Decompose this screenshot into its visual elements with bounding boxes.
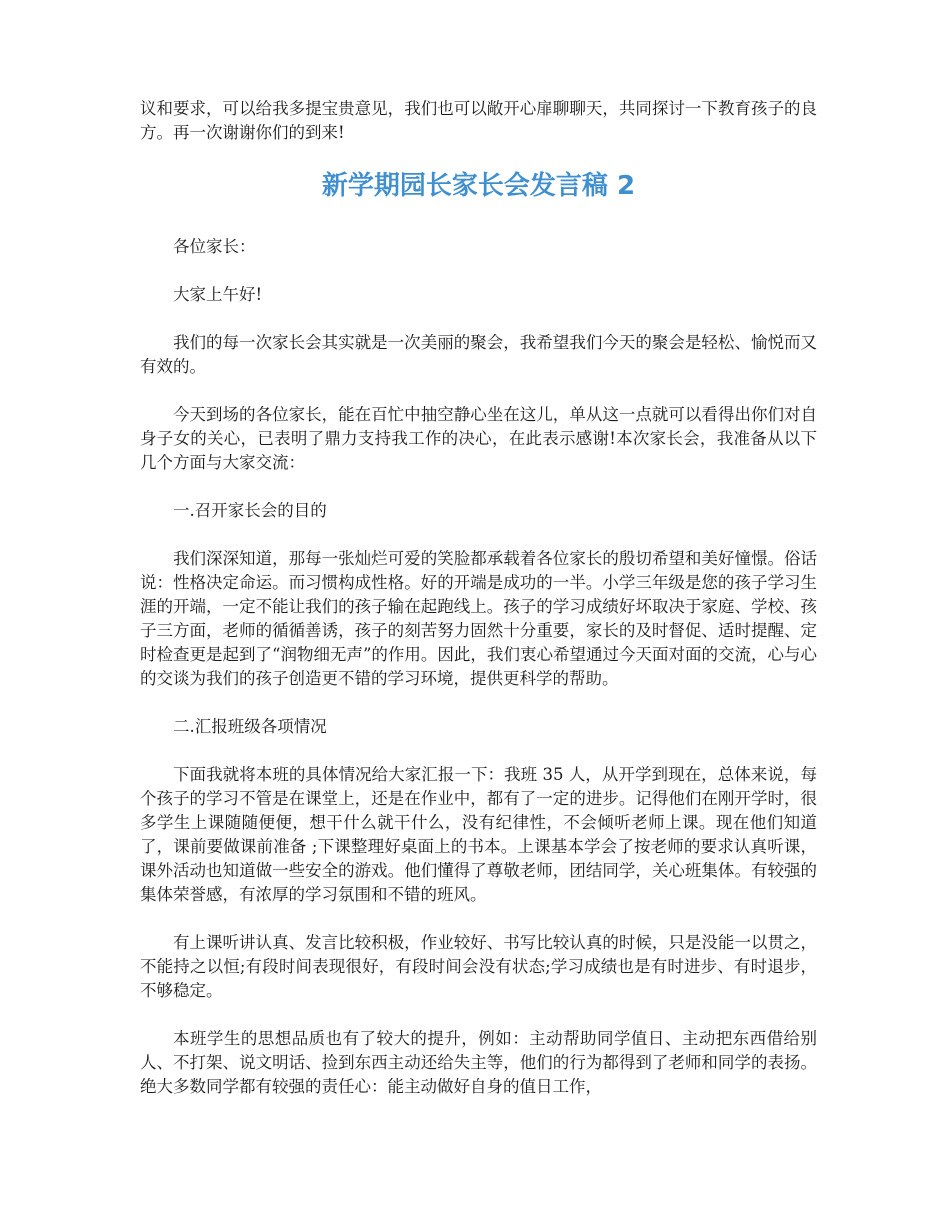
- paragraph-greeting: 大家上午好!: [173, 285, 263, 304]
- section-title: 新学期园长家长会发言稿 2: [321, 171, 636, 201]
- paragraph-moral-quality: 本班学生的思想品质也有了较大的提升，例如：主动帮助同学值日、主动把东西借给别人、不打架、说文明话、捡到东西主动还给失主等，他们的行为都得到了老师和同学的表扬。绝大多数同学都有较强的责任心：能主动做好自身的值日工作，: [140, 1029, 817, 1096]
- paragraph-class-report: 下面我就将本班的具体情况给大家汇报一下：我班 35 人，从开学到现在，总体来说，每个孩子的学习不管是在课堂上，还是在作业中，都有了一定的进步。记得他们在刚开学时，很多学生上课随随便便，想干什么就干什么，没有纪律性，不会倾听老师上课。现在他们知道了，课前要做课前准备 ;下课整理好桌面上的书本。上课基本学会了按老师的要求认真听课，课外活动也知道做一些安全的游戏。他们懂得了尊敬老师，团结同学，关心班集体。有较强的集体荣誉感，有浓厚的学习氛围和不错的班风。: [140, 765, 817, 904]
- continuation-paragraph: 议和要求，可以给我多提宝贵意见，我们也可以敞开心扉聊聊天，共同探讨一下教育孩子的良方。再一次谢谢你们的到来!: [140, 99, 817, 142]
- heading-purpose: 一.召开家长会的目的: [173, 501, 327, 520]
- paragraph-thanks: 今天到场的各位家长，能在百忙中抽空静心坐在这儿，单从这一点就可以看得出你们对自身子女的关心，已表明了鼎力支持我工作的决心，在此表示感谢!本次家长会，我准备从以下几个方面与大家交流：: [140, 405, 817, 472]
- paragraph-salutation: 各位家长：: [173, 237, 256, 256]
- paragraph-purpose: 我们深深知道，那每一张灿烂可爱的笑脸都承载着各位家长的殷切希望和美好憧憬。俗话说：性格决定命运。而习惯构成性格。好的开端是成功的一半。小学三年级是您的孩子学习生涯的开端，一定不能让我们的孩子输在起跑线上。孩子的学习成绩好坏取决于家庭、学校、孩子三方面，老师的循循善诱，孩子的刻苦努力固然十分重要，家长的及时督促、适时提醒、定时检查更是起到了“润物细无声”的作用。因此，我们衷心希望通过今天面对面的交流，心与心的交谈为我们的孩子创造更不错的学习环境，提供更科学的帮助。: [140, 549, 817, 688]
- document-body: [140, 97, 817, 1099]
- heading-class-report: 二.汇报班级各项情况: [173, 717, 327, 736]
- paragraph-intro: 我们的每一次家长会其实就是一次美丽的聚会，我希望我们今天的聚会是轻松、愉悦而又有效的。: [140, 333, 817, 376]
- paragraph-consistency: 有上课听讲认真、发言比较积极，作业较好、书写比较认真的时候，只是没能一以贯之，不能持之以恒;有段时间表现很好，有段时间会没有状态;学习成绩也是有时进步、有时退步，不够稳定。: [140, 933, 817, 1000]
